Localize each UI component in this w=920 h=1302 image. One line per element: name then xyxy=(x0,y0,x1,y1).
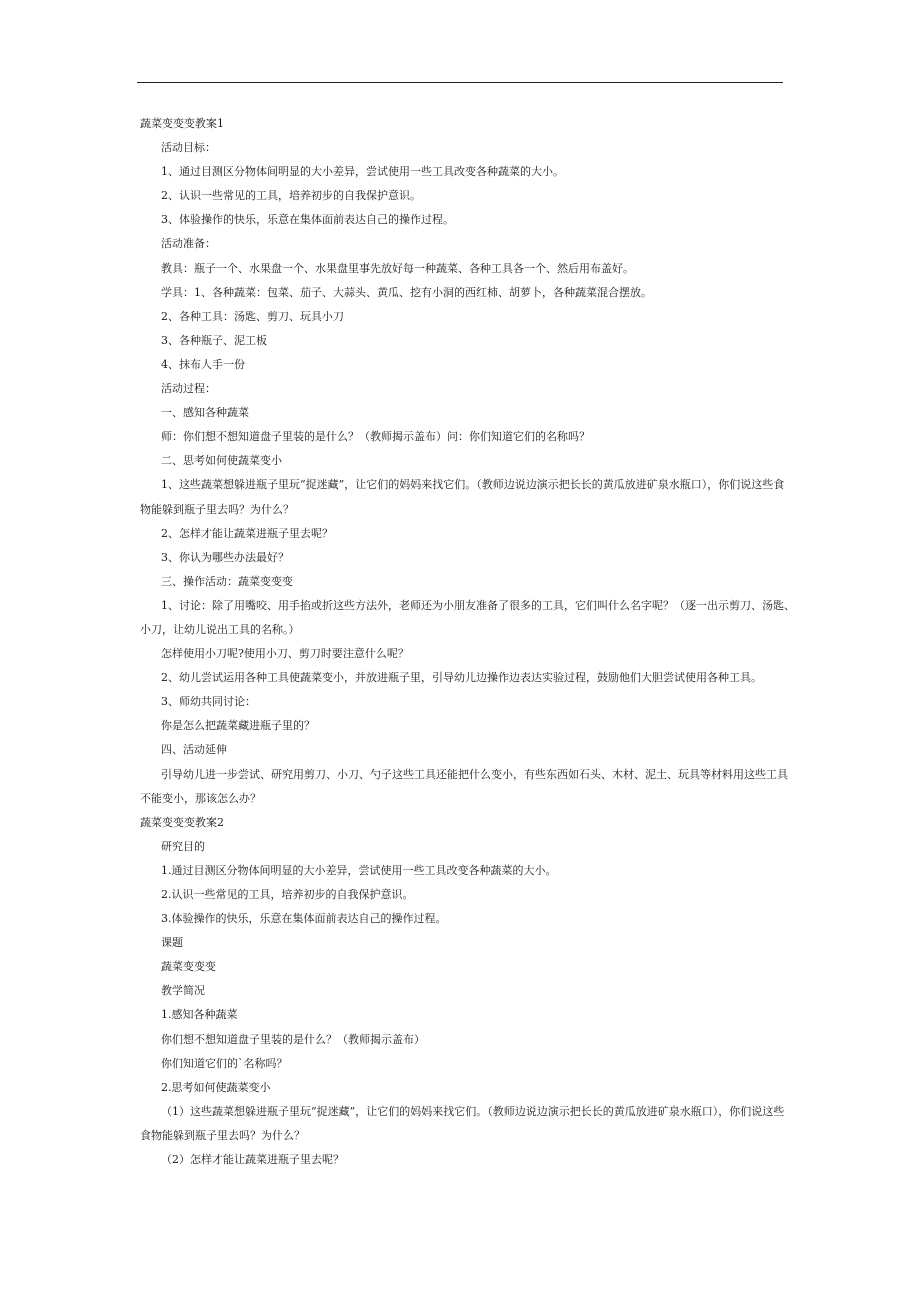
paragraph-line: 师：你们想不想知道盘子里装的是什么？（教师揭示盖布）问：你们知道它们的名称吗？ xyxy=(161,430,590,444)
paragraph-line: 你是怎么把蔬菜藏进瓶子里的？ xyxy=(161,719,315,733)
paragraph-line: 二、思考如何使蔬菜变小 xyxy=(161,454,282,468)
paragraph-line: 引导幼儿进一步尝试、研究用剪刀、小刀、勺子这些工具还能把什么变小，有些东西如石头、木材、泥土、玩具等材料用这些工具 xyxy=(161,767,788,781)
paragraph-line: 1.通过目测区分物体间明显的大小差异，尝试使用一些工具改变各种蔬菜的大小。 xyxy=(161,863,557,877)
paragraph-line: 你们知道它们的`名称吗？ xyxy=(161,1056,288,1070)
paragraph-line: 2.认识一些常见的工具，培养初步的自我保护意识。 xyxy=(161,888,414,901)
paragraph-line: 一、感知各种蔬菜 xyxy=(161,406,249,420)
paragraph-line: 活动目标： xyxy=(161,141,216,155)
heading-or-continuation-line: 不能变小，那该怎么办？ xyxy=(140,791,261,805)
paragraph-line: 课题 xyxy=(161,936,183,950)
paragraph-line: 2、幼儿尝试运用各种工具使蔬菜变小，并放进瓶子里，引导幼儿边操作边表达实验过程，鼓励他们大胆尝试使用各种工具。 xyxy=(161,671,762,685)
paragraph-line: 怎样使用小刀呢?使用小刀、剪刀时要注意什么呢？ xyxy=(161,647,409,661)
paragraph-line: 3、体验操作的快乐，乐意在集体面前表达自己的操作过程。 xyxy=(161,213,454,227)
heading-or-continuation-line: 物能躲到瓶子里去吗？为什么？ xyxy=(140,502,294,516)
paragraph-line: 1、这些蔬菜想躲进瓶子里玩“捉迷藏”，让它们的妈妈来找它们。（教师边说边演示把长长的黄瓜放进矿泉水瓶口），你们说这些食 xyxy=(161,478,785,492)
paragraph-line: 3.体验操作的快乐，乐意在集体面前表达自己的操作过程。 xyxy=(161,912,447,926)
paragraph-line: 教学简况 xyxy=(161,984,205,998)
paragraph-line: 4、抹布人手一份 xyxy=(161,357,245,371)
paragraph-line: 3、各种瓶子、泥工板 xyxy=(161,333,267,347)
paragraph-line: 3、师幼共同讨论： xyxy=(161,695,256,709)
paragraph-line: 活动准备： xyxy=(161,237,216,251)
paragraph-line: 2、各种工具：汤匙、剪刀、玩具小刀 xyxy=(161,309,344,323)
heading-or-continuation-line: 蔬菜变变变教案2 xyxy=(140,815,224,829)
paragraph-line: （1）这些蔬菜想躲进瓶子里玩“捉迷藏”，让它们的妈妈来找它们。（教师边说边演示把长长的黄瓜放进矿泉水瓶口），你们说这些 xyxy=(161,1104,785,1118)
paragraph-line: （2）怎样才能让蔬菜进瓶子里去呢？ xyxy=(161,1153,344,1167)
heading-or-continuation-line: 食物能躲到瓶子里去吗？为什么？ xyxy=(140,1128,305,1142)
document-body xyxy=(140,112,800,1172)
heading-or-continuation-line: 小刀，让幼儿说出工具的名称。） xyxy=(140,622,300,636)
paragraph-line: 1.感知各种蔬菜 xyxy=(161,1008,238,1022)
paragraph-line: 研究目的 xyxy=(161,839,205,853)
heading-or-continuation-line: 蔬菜变变变教案1 xyxy=(140,117,224,130)
paragraph-line: 教具：瓶子一个、水果盘一个、水果盘里事先放好每一种蔬菜、各种工具各一个、然后用布盖好。 xyxy=(161,261,634,275)
paragraph-line: 活动过程： xyxy=(161,382,216,396)
paragraph-line: 3、你认为哪些办法最好？ xyxy=(161,550,289,564)
paragraph-line: 2、认识一些常见的工具，培养初步的自我保护意识。 xyxy=(161,189,421,203)
header-rule xyxy=(137,82,783,83)
paragraph-line: 1、讨论：除了用嘴咬、用手掐或折这些方法外，老师还为小朋友准备了很多的工具，它们叫什么名字呢？（逐一出示剪刀、汤匙、 xyxy=(161,598,795,612)
paragraph-line: 蔬菜变变变 xyxy=(161,960,216,974)
paragraph-line: 1、通过目测区分物体间明显的大小差异，尝试使用一些工具改变各种蔬菜的大小。 xyxy=(161,165,564,179)
paragraph-line: 三、操作活动：蔬菜变变变 xyxy=(161,574,293,588)
paragraph-line: 你们想不想知道盘子里装的是什么？（教师揭示盖布） xyxy=(161,1032,425,1046)
paragraph-line: 2、怎样才能让蔬菜进瓶子里去呢？ xyxy=(161,526,333,540)
paragraph-line: 学具：1、各种蔬菜：包菜、茄子、大蒜头、黄瓜、挖有小洞的西红柿、胡萝卜，各种蔬菜混合摆放。 xyxy=(161,285,652,299)
paragraph-line: 四、活动延伸 xyxy=(161,743,227,757)
paragraph-line: 2.思考如何使蔬菜变小 xyxy=(161,1080,271,1094)
